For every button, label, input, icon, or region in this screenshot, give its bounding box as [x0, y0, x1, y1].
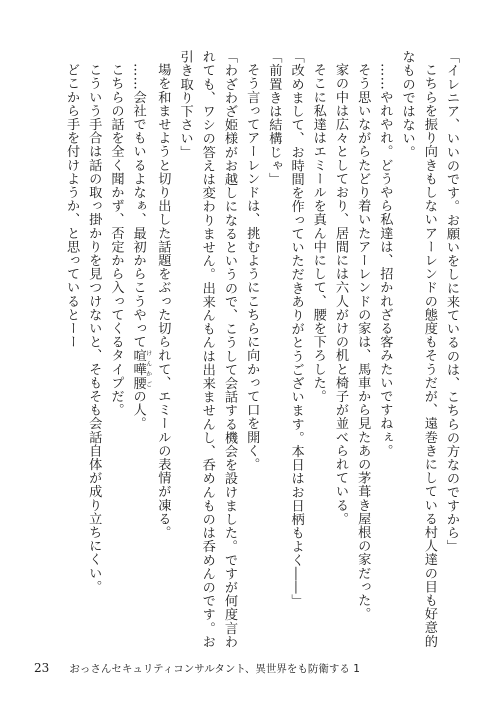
- text-line: 「前置きは結構じゃ」: [266, 50, 282, 186]
- page-footer: [34, 661, 360, 676]
- ruby-reading: けんかご: [144, 348, 152, 390]
- ruby-base: 喧嘩腰: [130, 348, 146, 390]
- text-line: 家の中は広々としており、居間には六人がけの机と椅子が並べられている。: [332, 63, 348, 526]
- book-title: おっさんセキュリティコンサルタント、異世界をも防衛する 1: [69, 663, 360, 675]
- text-line-with-ruby: [126, 50, 151, 610]
- text-line: 「わざわざ姫様がお越しになるというので、こうして会話する機会を設けました。ですが何度言わ: [221, 50, 237, 649]
- text-segment: の人。: [130, 389, 146, 431]
- text-line: なものではない。: [399, 50, 415, 159]
- text-line: 「改めまして、お時間を作っていただきありがとうございます。本日はお日柄もよく――」: [288, 50, 304, 608]
- text-line: どこから手を付けようか、と思っているとーー: [64, 63, 80, 349]
- text-line: こちらを振り向きもしないアーレンドの態度もそうだが、遠巻きにしている村人達の目も好意的: [421, 63, 437, 648]
- text-line: こちらの話を全く聞かず、否定から入ってくるタイプだ。: [108, 63, 124, 417]
- page-number: 23: [34, 661, 50, 675]
- text-line: そう言ってアーレンドは、挑むようにこちらに向かって口を開く。: [244, 63, 260, 472]
- text-line: そう思いながらたどり着いたアーレンドの家は、馬車から見たあの茅葺き屋根の家だった。: [355, 63, 371, 621]
- text-line: 引き取り下さい」: [177, 50, 193, 159]
- text-line: こういう手合は話の取っ掛かりを見つけないと、そもそも会話自体が成り立ちにくい。: [86, 63, 102, 594]
- body-text: [60, 50, 462, 649]
- ruby-word: [130, 348, 152, 390]
- text-line: そこに私達はエミールを真ん中にして、腰を下ろした。: [310, 63, 326, 404]
- text-line: 場を和ませようと切り出した話題をぶった切られて、エミールの表情が凍る。: [155, 63, 171, 540]
- text-segment: ……会社でもいるよなぁ、最初からこうやって: [130, 63, 146, 349]
- text-line: れても、ワシの答えは変わりません。出来んもんは出来ませんし、呑めんものは呑めんのです。お: [199, 50, 215, 649]
- text-line: 「イレニア、いいのです。お願いをしに来ているのは、こちらの方なのですから」: [444, 50, 459, 554]
- text-line: ……やれやれ。どうやら私達は、招かれざる客みたいですねぇ。: [377, 63, 393, 458]
